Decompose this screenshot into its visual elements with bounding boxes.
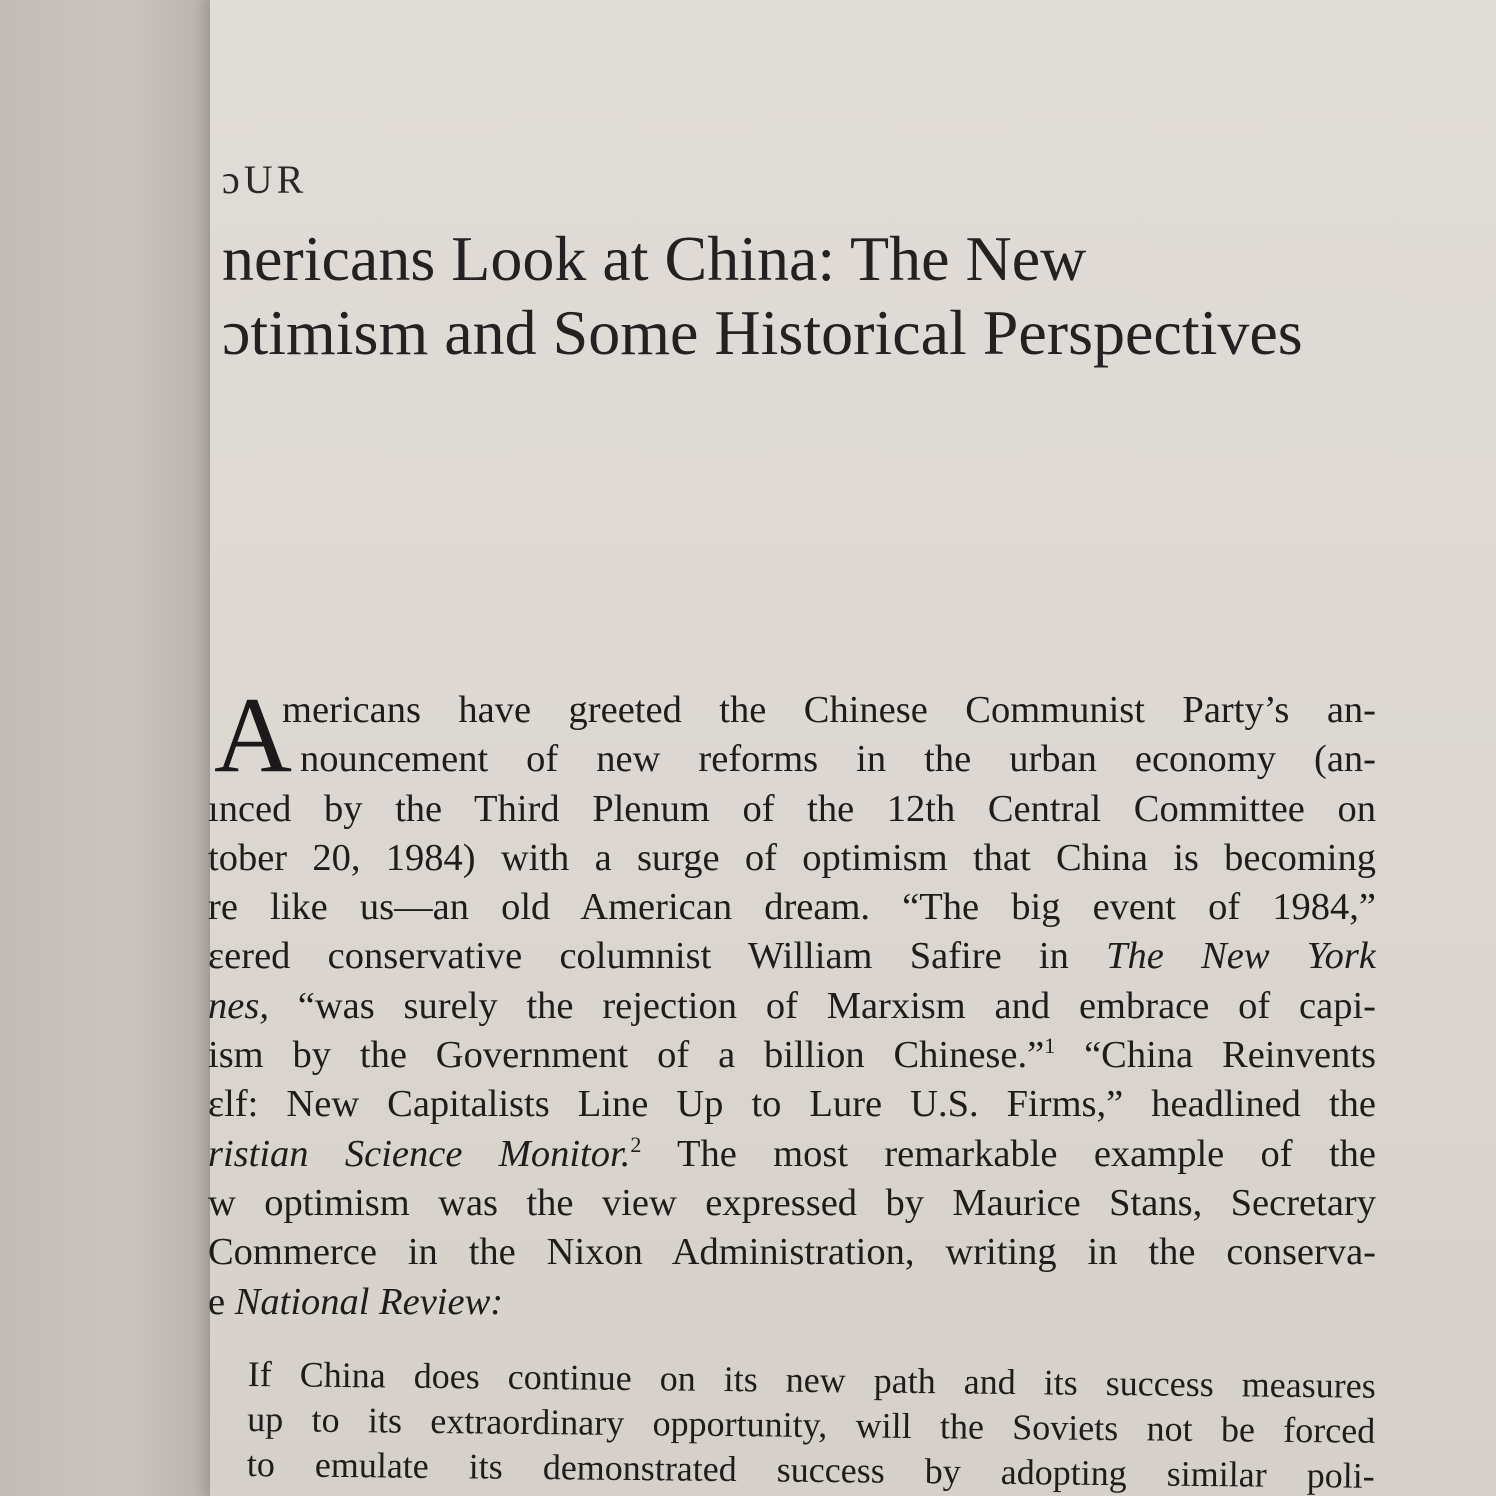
body-text-span: “China Reinvents	[1055, 1034, 1376, 1077]
body-text-span: e	[208, 1280, 235, 1323]
body-line: nouncement of new reforms in the urban economy (an-	[300, 738, 1376, 781]
body-line: ɛlf: New Capitalists Line Up to Lure U.S. Firms,” headlined the	[208, 1083, 1376, 1126]
footnote-marker: 1	[1044, 1033, 1056, 1059]
body-line	[208, 1130, 1376, 1179]
chapter-label: ɔUR	[222, 157, 308, 202]
footnote-marker: 2	[630, 1131, 642, 1157]
book-gutter	[0, 0, 222, 1496]
body-text-span: ɛered conservative columnist William Safire in	[208, 935, 1107, 978]
body-line	[208, 932, 1376, 981]
body-line: w optimism was the view expressed by Maurice Stans, Secretary	[208, 1181, 1376, 1224]
chapter-title-line-1: nericans Look at China: The New	[222, 223, 1087, 294]
italic-title: The New York	[1106, 935, 1376, 978]
italic-title: nes,	[208, 984, 269, 1027]
quote-line: to emulate its demonstrated success by adopting similar poli-	[246, 1443, 1375, 1496]
italic-title: ristian Science Monitor.	[208, 1132, 631, 1175]
body-line	[208, 1278, 1376, 1327]
body-text-span: ism by the Government of a billion Chinese.”	[208, 1034, 1045, 1077]
body-line: Commerce in the Nixon Administration, writing in the conserva-	[208, 1231, 1376, 1274]
body-line	[208, 982, 1376, 1031]
italic-title: National Review:	[234, 1280, 504, 1323]
body-line: mericans have greeted the Chinese Communist Party’s an-	[282, 689, 1376, 731]
quote-line: If China does continue on its new path and its success measures	[247, 1353, 1376, 1406]
body-line: tober 20, 1984) with a surge of optimism that China is becoming	[208, 836, 1376, 879]
body-text-span: “was surely the rejection of Marxism and embrace of capi-	[268, 984, 1376, 1027]
body-text-span: The most remarkable example of the	[641, 1132, 1376, 1175]
body-line: ınced by the Third Plenum of the 12th Central Committee on	[208, 787, 1376, 830]
chapter-title	[222, 222, 1422, 370]
block-quote	[247, 1352, 1376, 1496]
drop-cap: A	[214, 676, 292, 795]
quote-line: up to its extraordinary opportunity, will the Soviets not be forced	[247, 1398, 1376, 1451]
body-paragraph	[208, 676, 1376, 1327]
chapter-title-line-2: ɔtimism and Some Historical Perspectives	[222, 297, 1303, 368]
body-line	[208, 1031, 1376, 1080]
body-line: re like us—an old American dream. “The big event of 1984,”	[208, 886, 1376, 929]
